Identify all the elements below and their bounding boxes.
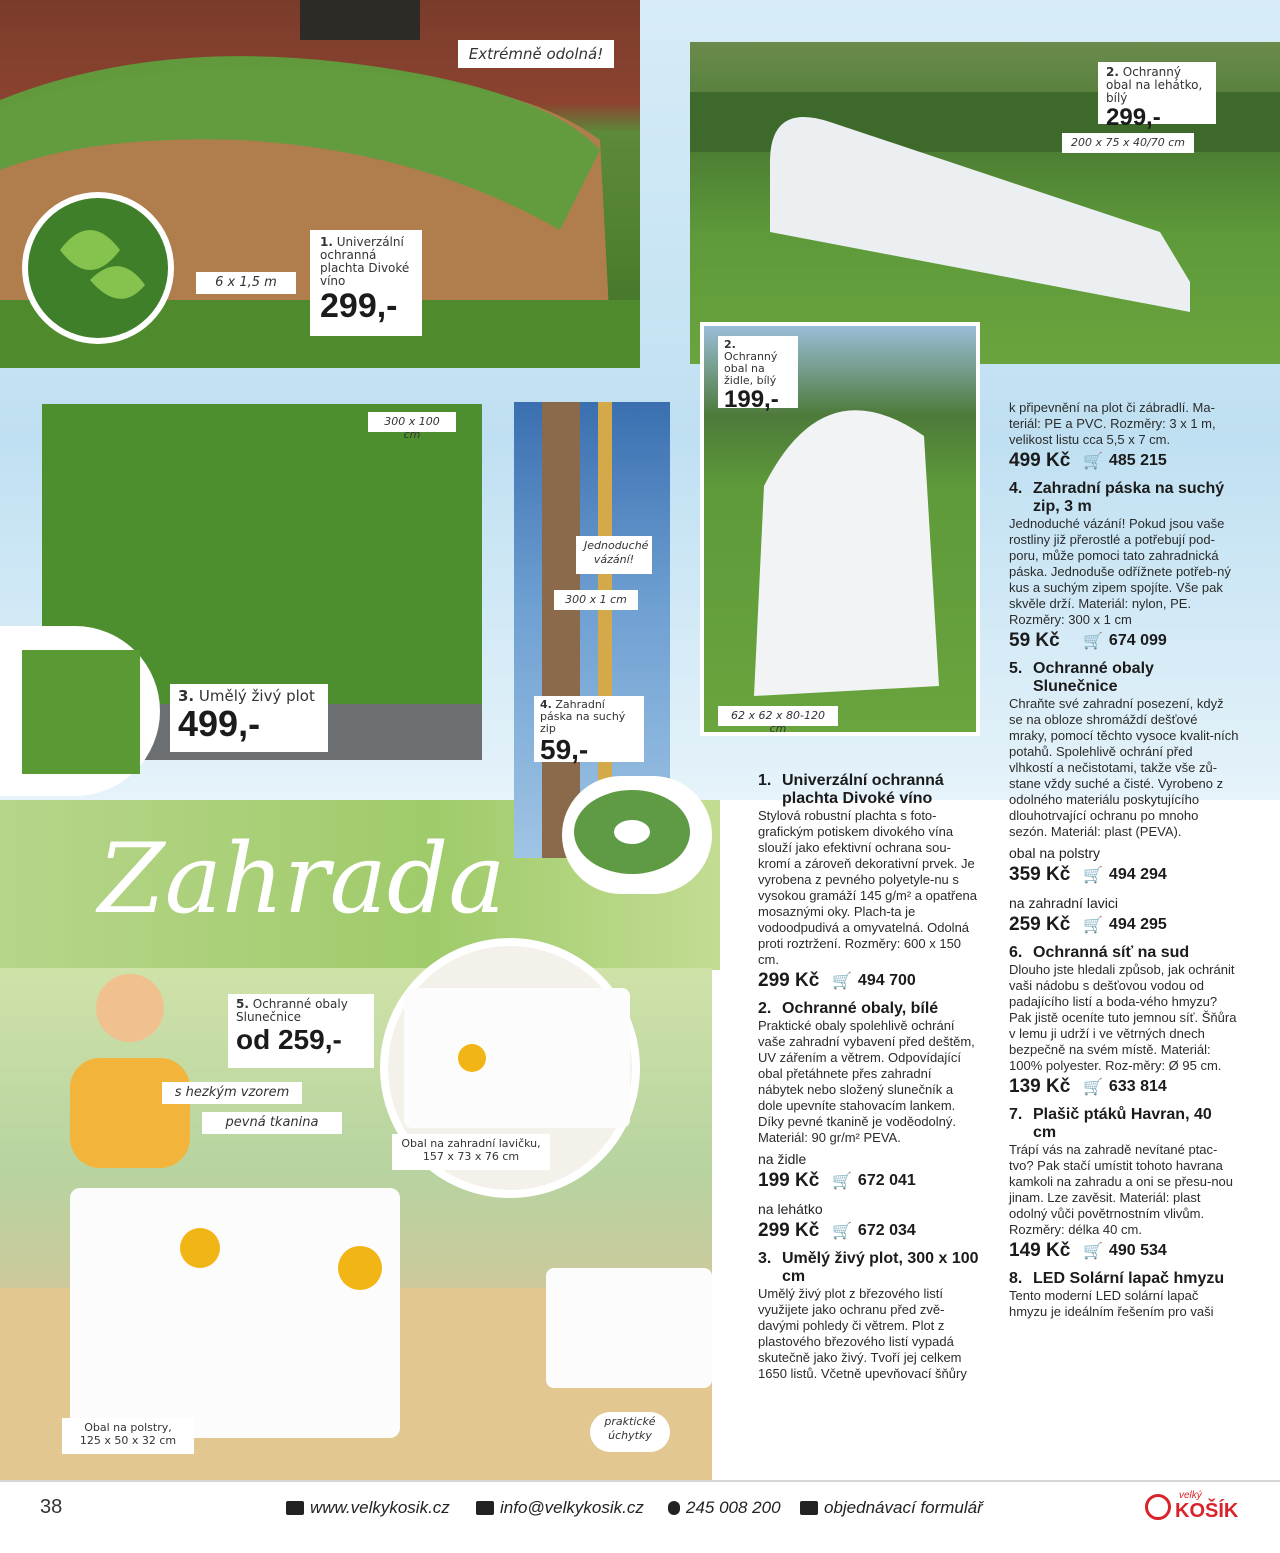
cushion-label-line-2: 125 x 50 x 32 cm (79, 1434, 177, 1447)
product-description: Trápí vás na zahradě nevítané ptac-tvo? Pak stačí umístit tohoto havrana kamkoli na zahradu a oni se přesu-nou jinam. Lze zavěsit. Materiál: plast odolný vůči povětrnostním vlivům. Rozměry: délka 40 cm. (1009, 1142, 1234, 1237)
price-row: 359 Kč 🛒 494 294 (1009, 864, 1167, 885)
price-row: 499 Kč 🛒 485 215 (1009, 450, 1167, 471)
footer-order-form[interactable]: objednávací formulář (800, 1498, 983, 1518)
sunflower-icon (458, 1044, 486, 1072)
sunflower-icon (180, 1228, 220, 1268)
product-3 (758, 1250, 980, 1382)
phone-icon (668, 1501, 680, 1515)
product-description: Dlouho jste hledali způsob, jak ochránit vaši nádobu s dešťovou vodou od padajícího listí a boda-vého hmyzu? Pak jistě oceníte tuto jemnou síť. Šňůra v lemu ji udrží i ve větrných dnech bezpečně na svém místě. Materiál: 100% polyester. Roz-měry: Ø 95 cm. (1009, 962, 1237, 1073)
price-row: 149 Kč 🛒 490 534 (1009, 1240, 1167, 1261)
product-column-middle (758, 772, 980, 1382)
firewood-badge: Extrémně odolná! (458, 40, 614, 68)
tag-name: 4. Zahradní páska na suchý zip (540, 698, 626, 735)
tag-name: 1. Univerzální ochranná plachta Divoké víno (320, 235, 410, 288)
section-title (92, 800, 506, 940)
variant-label: obal na polstry (1009, 845, 1101, 861)
price-row: 299 Kč 🛒 494 700 (758, 970, 916, 991)
window (300, 0, 420, 40)
tag-name: 2. Ochranný obal na židle, bílý (724, 338, 778, 387)
bench-label-line-2: 157 x 73 x 76 cm (422, 1150, 520, 1163)
product-title: 1. Univerzální ochranná plachta Divoké víno (758, 772, 944, 807)
cushion-cover (70, 1188, 400, 1438)
firewood-size-label: 6 x 1,5 m (196, 272, 296, 294)
cart-icon: 🛒 (832, 1173, 852, 1190)
product-description: Umělý živý plot z březového listí využijete jako ochranu před zvě-davými pohledy či větrem. Plot z plastového březového listí vypadá skutečně jako živý. Tvoří jej celkem 1650 listů. Včetně upevňovací šňůry (758, 1286, 967, 1381)
variant-label: na židle (758, 1151, 807, 1167)
brand-top: velký (1179, 1490, 1202, 1501)
product-6 (1009, 944, 1239, 1098)
cushion-label-line-1: Obal na polstry, (84, 1421, 172, 1434)
cart-icon: 🛒 (1083, 867, 1103, 884)
tape-roll-inset (562, 776, 712, 894)
cart-icon: 🛒 (832, 1223, 852, 1240)
product-2 (758, 1000, 980, 1242)
footer-email[interactable]: info@velkykosik.cz (476, 1498, 644, 1518)
tag-name: 2. Ochranný obal na lehátko, bílý (1106, 65, 1203, 105)
bench-cover-label (392, 1134, 550, 1170)
product-description-continued: k připevnění na plot či zábradlí. Ma-teriál: PE a PVC. Rozměry: 3 x 1 m, velikost listu cca 5,5 x 7 cm. (1009, 400, 1216, 447)
product-title: 5. Ochranné obaly Slunečnice (1009, 660, 1154, 695)
chair-size-label: 62 x 62 x 80-120 cm (718, 706, 838, 726)
product-description: Jednoduché vázání! Pokud jsou vaše rostliny již přerostlé a potřebují pod-poru, může pomoci tato zahradnická páska. Jednoduše odřížnete potřeb-ný kus a suchým zipem spojíte. Vše pak skvěle drží. Materiál: nylon, PE. Rozměry: 300 x 1 cm (1009, 516, 1231, 627)
tape-note: Jednoduché vázání! (576, 536, 652, 574)
chair-cover (754, 410, 939, 696)
lounger-size-label: 200 x 75 x 40/70 cm (1062, 133, 1194, 153)
handles-line-2: úchytky (608, 1429, 652, 1442)
product-column-right (1009, 400, 1239, 1320)
handles-label (590, 1412, 670, 1452)
envelope-icon (476, 1501, 494, 1515)
cart-icon: 🛒 (832, 973, 852, 990)
product-title: 2. Ochranné obaly, bílé (758, 1000, 939, 1017)
callout-fabric: pevná tkanina (202, 1112, 342, 1134)
tag-price: 499,- (178, 703, 261, 744)
product-title: 7. Plašič ptáků Havran, 40 cm (1009, 1106, 1212, 1141)
product-1 (758, 772, 980, 992)
footer (0, 1480, 1280, 1553)
brand-main: KOŠÍK (1175, 1500, 1239, 1522)
hedge-roll (22, 650, 140, 774)
firewood-price-tag (310, 230, 422, 336)
price-row: 59 Kč 🛒 674 099 (1009, 630, 1167, 651)
lounger-price-tag (1098, 62, 1216, 131)
section-title-text: Zahrada (98, 823, 506, 935)
variant-label: na zahradní lavici (1009, 895, 1118, 911)
cart-icon: 🛒 (1083, 1243, 1103, 1260)
price-row: 199 Kč 🛒 672 041 (758, 1170, 916, 1191)
cart-icon: 🛒 (1083, 453, 1103, 470)
form-icon (800, 1501, 818, 1515)
cart-icon: 🛒 (1083, 1079, 1103, 1096)
callout-pattern: s hezkým vzorem (162, 1082, 302, 1104)
tag-price: 199,- (724, 386, 779, 413)
tag-name: 5. Ochranné obaly Slunečnice (236, 997, 348, 1024)
hedge-size-label: 300 x 100 cm (368, 412, 456, 432)
bench-label-line-1: Obal na zahradní lavičku, (401, 1137, 541, 1150)
tape-size-label: 300 x 1 cm (554, 590, 638, 610)
product-title: 6. Ochranná síť na sud (1009, 944, 1190, 961)
price-row: 259 Kč 🛒 494 295 (1009, 914, 1167, 935)
brand-logo (1145, 1490, 1240, 1530)
price-row: 139 Kč 🛒 633 814 (1009, 1076, 1167, 1097)
tag-price: od 259,- (236, 1024, 342, 1055)
handles-line-1: praktické (604, 1415, 656, 1428)
cushion-cover-label (62, 1418, 194, 1454)
product-7 (1009, 1106, 1239, 1262)
hedge-roll-inset (0, 626, 160, 796)
footer-web[interactable]: www.velkykosik.cz (286, 1498, 450, 1518)
product-5 (1009, 660, 1239, 936)
product-title: 8. LED Solární lapač hmyzu (1009, 1270, 1225, 1287)
product-4 (1009, 480, 1239, 652)
hedge-price-tag (170, 684, 328, 752)
product-description: Chraňte své zahradní posezení, když se na obloze shromáždí dešťové mraky, pomocí těchto vysoce kvalit-ních potahů. Spolehlivě ochrání před vlhkostí a nečistotami, takže vše zů-stane vždy suché a čisté. Vyrobeno z odolného materiálu poskytujícího dlouhotrvající ochranu po mnoho sezón. Materiál: plast (PEVA). (1009, 696, 1239, 839)
tag-name: 3. Umělý živý plot (178, 687, 315, 705)
sunflower-price-tag (228, 994, 374, 1068)
yellow-shirt (70, 1058, 190, 1168)
cart-icon: 🛒 (1083, 633, 1103, 650)
tape-price-tag (534, 696, 644, 765)
page-number: 38 (40, 1496, 63, 1518)
product-title: 3. Umělý živý plot, 300 x 100 cm (758, 1250, 979, 1285)
chair-price-tag (718, 336, 798, 413)
basket-icon (1145, 1494, 1171, 1520)
product-description: Praktické obaly spolehlivě ochrání vaše zahradní vybavení před deštěm, UV zářením a větrem. Odpovídající obal přetáhnete přes zahradní nábytek nebo složený slunečník a dole upevníte stahovacím lankem. Díky pevné tkanině je voděodolný. Materiál: 90 gr/m² PEVA. (758, 1018, 975, 1145)
product-title: 4. Zahradní páska na suchý zip, 3 m (1009, 480, 1225, 515)
cart-icon: 🛒 (1083, 917, 1103, 934)
sunflower-icon (338, 1246, 382, 1290)
tape-roll (562, 776, 712, 894)
variant-label: na lehátko (758, 1201, 823, 1217)
tag-price: 299,- (1106, 104, 1161, 131)
product-8 (1009, 1270, 1239, 1320)
bench-cover (404, 988, 630, 1128)
tag-price: 299,- (320, 287, 398, 325)
product-description: Stylová robustní plachta s foto-grafickým potiskem divokého vína slouží jako efektivní ochrana sou-kromí a zároveň dekorativní prvek. Je vyrobena z pevného polyetyle-nu s vysokou gramáží 145 g/m² a opatřena mosaznými oky. Plach-ta je vodoodpudivá a omyvatelná. Odolná proti roztržení. Rozměry: 600 x 150 cm. (758, 808, 977, 967)
product-description: Tento moderní LED solární lapač hmyzu je ideálním řešením pro vaši (1009, 1288, 1214, 1319)
monitor-icon (286, 1501, 304, 1515)
footer-phone[interactable]: 245 008 200 (668, 1498, 781, 1518)
bag-cover (546, 1268, 712, 1388)
tag-price: 59,- (540, 734, 589, 765)
woman-head (96, 974, 164, 1042)
price-row: 299 Kč 🛒 672 034 (758, 1220, 916, 1241)
